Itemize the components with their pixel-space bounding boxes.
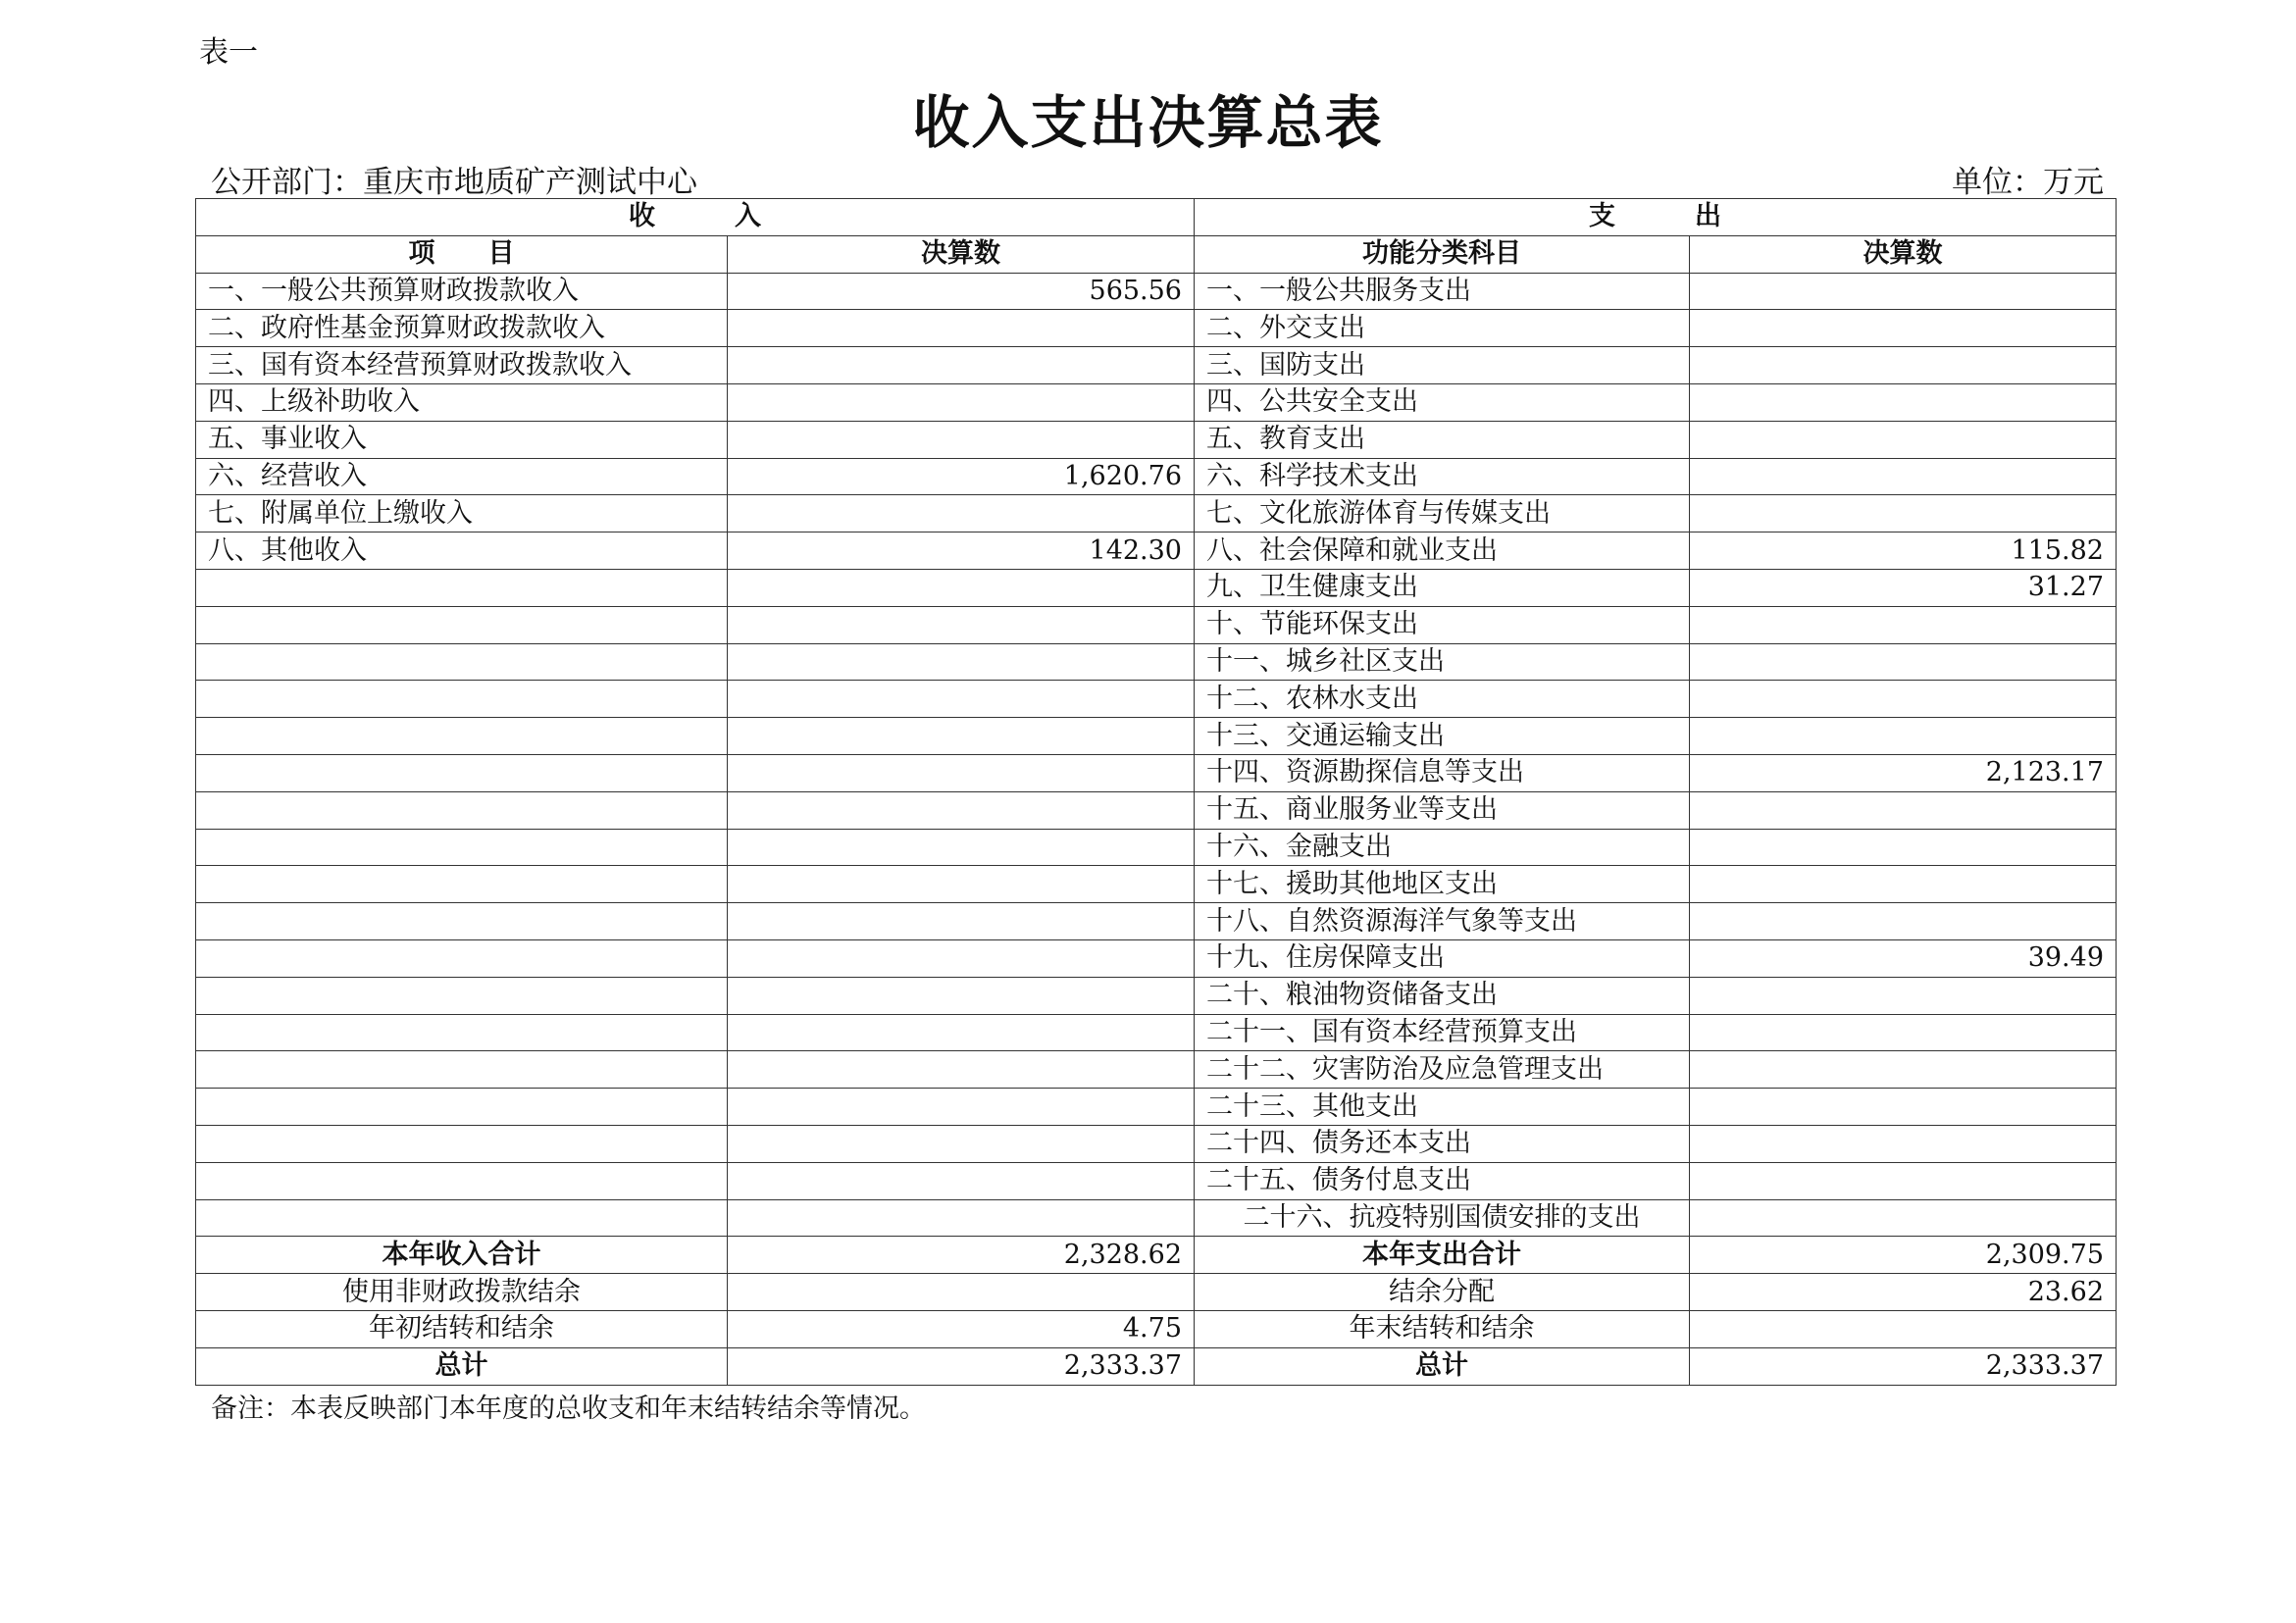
income-amount-cell — [728, 310, 1195, 347]
income-amount-cell — [728, 421, 1195, 458]
income-item-cell — [196, 1089, 728, 1126]
income-amount-cell — [728, 903, 1195, 940]
income-item-cell: 七、附属单位上缴收入 — [196, 495, 728, 533]
table-row — [196, 681, 2117, 718]
footnote: 备注：本表反映部门本年度的总收支和年末结转结余等情况。 — [211, 1394, 926, 1424]
expense-item-cell: 九、卫生健康支出 — [1195, 569, 1690, 606]
income-amount-cell — [728, 939, 1195, 977]
income-item-cell — [196, 939, 728, 977]
income-item-cell — [196, 1125, 728, 1162]
income-item-cell — [196, 977, 728, 1014]
income-amount-cell — [728, 1199, 1195, 1237]
table-row — [196, 569, 2117, 606]
expense-amount-cell — [1690, 458, 2117, 495]
income-amount-cell — [728, 347, 1195, 384]
expense-item-cell: 十四、资源勘探信息等支出 — [1195, 754, 1690, 791]
income-item-cell — [196, 829, 728, 866]
income-item-cell — [196, 866, 728, 903]
table-row — [196, 495, 2117, 533]
income-amount-cell: 1,620.76 — [728, 458, 1195, 495]
table-row — [196, 866, 2117, 903]
income-item-cell: 三、国有资本经营预算财政拨款收入 — [196, 347, 728, 384]
summary-income-amount: 2,328.62 — [728, 1237, 1195, 1274]
expense-amount-cell — [1690, 977, 2117, 1014]
income-amount-cell — [728, 829, 1195, 866]
expense-amount-cell — [1690, 718, 2117, 755]
income-amount-header: 决算数 — [728, 235, 1195, 273]
income-item-cell — [196, 1162, 728, 1199]
summary-income-label: 本年收入合计 — [196, 1237, 728, 1274]
expense-item-cell: 一、一般公共服务支出 — [1195, 273, 1690, 310]
expense-item-cell: 三、国防支出 — [1195, 347, 1690, 384]
unit-label: 单位：万元 — [1952, 165, 2104, 200]
income-item-cell — [196, 606, 728, 643]
income-item-cell — [196, 1014, 728, 1051]
expense-item-cell: 二十五、债务付息支出 — [1195, 1162, 1690, 1199]
summary-expense-amount: 2,309.75 — [1690, 1237, 2117, 1274]
table-row — [196, 1125, 2117, 1162]
income-amount-cell — [728, 791, 1195, 829]
table-row — [196, 1162, 2117, 1199]
income-item-cell — [196, 1051, 728, 1089]
expense-item-cell: 十八、自然资源海洋气象等支出 — [1195, 903, 1690, 940]
expense-item-header: 功能分类科目 — [1195, 235, 1690, 273]
expense-item-cell: 八、社会保障和就业支出 — [1195, 533, 1690, 570]
expense-amount-cell — [1690, 681, 2117, 718]
summary-income-amount: 4.75 — [728, 1310, 1195, 1347]
expense-item-cell: 十三、交通运输支出 — [1195, 718, 1690, 755]
expense-amount-cell — [1690, 1014, 2117, 1051]
department-label: 公开部门：重庆市地质矿产测试中心 — [211, 165, 697, 200]
table-row — [196, 310, 2117, 347]
expense-amount-cell — [1690, 1089, 2117, 1126]
income-item-header: 项 目 — [196, 235, 728, 273]
table-row — [196, 347, 2117, 384]
summary-expense-amount: 2,333.37 — [1690, 1347, 2117, 1385]
table-row — [196, 1014, 2117, 1051]
summary-expense-label: 总计 — [1195, 1347, 1690, 1385]
income-amount-cell — [728, 606, 1195, 643]
income-item-cell: 六、经营收入 — [196, 458, 728, 495]
income-amount-cell: 142.30 — [728, 533, 1195, 570]
income-item-cell: 八、其他收入 — [196, 533, 728, 570]
expense-item-cell: 十五、商业服务业等支出 — [1195, 791, 1690, 829]
summary-row — [196, 1347, 2117, 1385]
expense-item-cell: 二十六、抗疫特别国债安排的支出 — [1195, 1199, 1690, 1237]
expense-amount-cell — [1690, 1162, 2117, 1199]
table-row — [196, 1199, 2117, 1237]
summary-income-label: 总计 — [196, 1347, 728, 1385]
expense-item-cell: 二十二、灾害防治及应急管理支出 — [1195, 1051, 1690, 1089]
summary-income-label: 年初结转和结余 — [196, 1310, 728, 1347]
income-group-header: 收 入 — [196, 199, 1195, 236]
expense-amount-cell — [1690, 866, 2117, 903]
page-title: 收入支出决算总表 — [912, 89, 1384, 156]
expense-item-cell: 二十一、国有资本经营预算支出 — [1195, 1014, 1690, 1051]
expense-amount-cell — [1690, 347, 2117, 384]
expense-amount-cell — [1690, 273, 2117, 310]
expense-amount-cell — [1690, 606, 2117, 643]
table-row — [196, 718, 2117, 755]
income-amount-cell — [728, 977, 1195, 1014]
income-amount-cell — [728, 1162, 1195, 1199]
summary-expense-amount — [1690, 1310, 2117, 1347]
expense-item-cell: 十二、农林水支出 — [1195, 681, 1690, 718]
expense-amount-cell — [1690, 1199, 2117, 1237]
income-amount-cell — [728, 643, 1195, 681]
table-row — [196, 383, 2117, 421]
income-amount-cell — [728, 681, 1195, 718]
expense-item-cell: 二十四、债务还本支出 — [1195, 1125, 1690, 1162]
income-item-cell: 一、一般公共预算财政拨款收入 — [196, 273, 728, 310]
table-body — [196, 199, 2117, 1386]
table-row — [196, 977, 2117, 1014]
expense-item-cell: 五、教育支出 — [1195, 421, 1690, 458]
table-label: 表一 — [199, 35, 258, 70]
income-item-cell: 五、事业收入 — [196, 421, 728, 458]
table-row — [196, 754, 2117, 791]
income-item-cell — [196, 791, 728, 829]
summary-expense-label: 本年支出合计 — [1195, 1237, 1690, 1274]
income-amount-cell: 565.56 — [728, 273, 1195, 310]
income-item-cell: 二、政府性基金预算财政拨款收入 — [196, 310, 728, 347]
summary-expense-label: 年末结转和结余 — [1195, 1310, 1690, 1347]
expense-item-cell: 二十三、其他支出 — [1195, 1089, 1690, 1126]
summary-expense-amount: 23.62 — [1690, 1274, 2117, 1311]
income-amount-cell — [728, 1125, 1195, 1162]
table-row — [196, 829, 2117, 866]
expense-amount-cell — [1690, 421, 2117, 458]
expense-amount-cell — [1690, 903, 2117, 940]
budget-table — [195, 198, 2117, 1386]
summary-row — [196, 1274, 2117, 1311]
table-row — [196, 643, 2117, 681]
expense-amount-cell — [1690, 383, 2117, 421]
expense-item-cell: 七、文化旅游体育与传媒支出 — [1195, 495, 1690, 533]
table-row — [196, 1089, 2117, 1126]
table-row — [196, 273, 2117, 310]
column-header-row — [196, 235, 2117, 273]
table-row — [196, 606, 2117, 643]
expense-item-cell: 四、公共安全支出 — [1195, 383, 1690, 421]
income-amount-cell — [728, 1051, 1195, 1089]
expense-group-header: 支 出 — [1195, 199, 2117, 236]
table-row — [196, 939, 2117, 977]
table-row — [196, 903, 2117, 940]
expense-item-cell: 十九、住房保障支出 — [1195, 939, 1690, 977]
income-item-cell — [196, 718, 728, 755]
income-item-cell — [196, 569, 728, 606]
expense-amount-cell — [1690, 1125, 2117, 1162]
table-row — [196, 533, 2117, 570]
summary-row — [196, 1310, 2117, 1347]
income-item-cell — [196, 681, 728, 718]
income-amount-cell — [728, 1089, 1195, 1126]
expense-amount-cell — [1690, 791, 2117, 829]
expense-item-cell: 六、科学技术支出 — [1195, 458, 1690, 495]
income-item-cell — [196, 903, 728, 940]
expense-item-cell: 十一、城乡社区支出 — [1195, 643, 1690, 681]
income-amount-cell — [728, 754, 1195, 791]
summary-income-amount: 2,333.37 — [728, 1347, 1195, 1385]
income-item-cell — [196, 754, 728, 791]
expense-amount-cell — [1690, 495, 2117, 533]
table-row — [196, 1051, 2117, 1089]
summary-row — [196, 1237, 2117, 1274]
expense-item-cell: 二十、粮油物资储备支出 — [1195, 977, 1690, 1014]
expense-amount-cell: 39.49 — [1690, 939, 2117, 977]
summary-income-amount — [728, 1274, 1195, 1311]
expense-amount-cell — [1690, 829, 2117, 866]
expense-amount-cell: 31.27 — [1690, 569, 2117, 606]
expense-amount-cell — [1690, 1051, 2117, 1089]
expense-amount-header: 决算数 — [1690, 235, 2117, 273]
meta-line — [211, 157, 2104, 201]
summary-income-label: 使用非财政拨款结余 — [196, 1274, 728, 1311]
expense-amount-cell: 2,123.17 — [1690, 754, 2117, 791]
income-item-cell: 四、上级补助收入 — [196, 383, 728, 421]
expense-amount-cell — [1690, 643, 2117, 681]
income-item-cell — [196, 643, 728, 681]
table-row — [196, 421, 2117, 458]
expense-item-cell: 二、外交支出 — [1195, 310, 1690, 347]
table-row — [196, 458, 2117, 495]
income-amount-cell — [728, 569, 1195, 606]
summary-expense-label: 结余分配 — [1195, 1274, 1690, 1311]
expense-amount-cell — [1690, 310, 2117, 347]
income-amount-cell — [728, 718, 1195, 755]
table-row — [196, 791, 2117, 829]
income-item-cell — [196, 1199, 728, 1237]
expense-item-cell: 十六、金融支出 — [1195, 829, 1690, 866]
income-amount-cell — [728, 495, 1195, 533]
income-amount-cell — [728, 383, 1195, 421]
expense-item-cell: 十七、援助其他地区支出 — [1195, 866, 1690, 903]
income-amount-cell — [728, 1014, 1195, 1051]
expense-item-cell: 十、节能环保支出 — [1195, 606, 1690, 643]
group-header-row — [196, 199, 2117, 236]
income-amount-cell — [728, 866, 1195, 903]
expense-amount-cell: 115.82 — [1690, 533, 2117, 570]
